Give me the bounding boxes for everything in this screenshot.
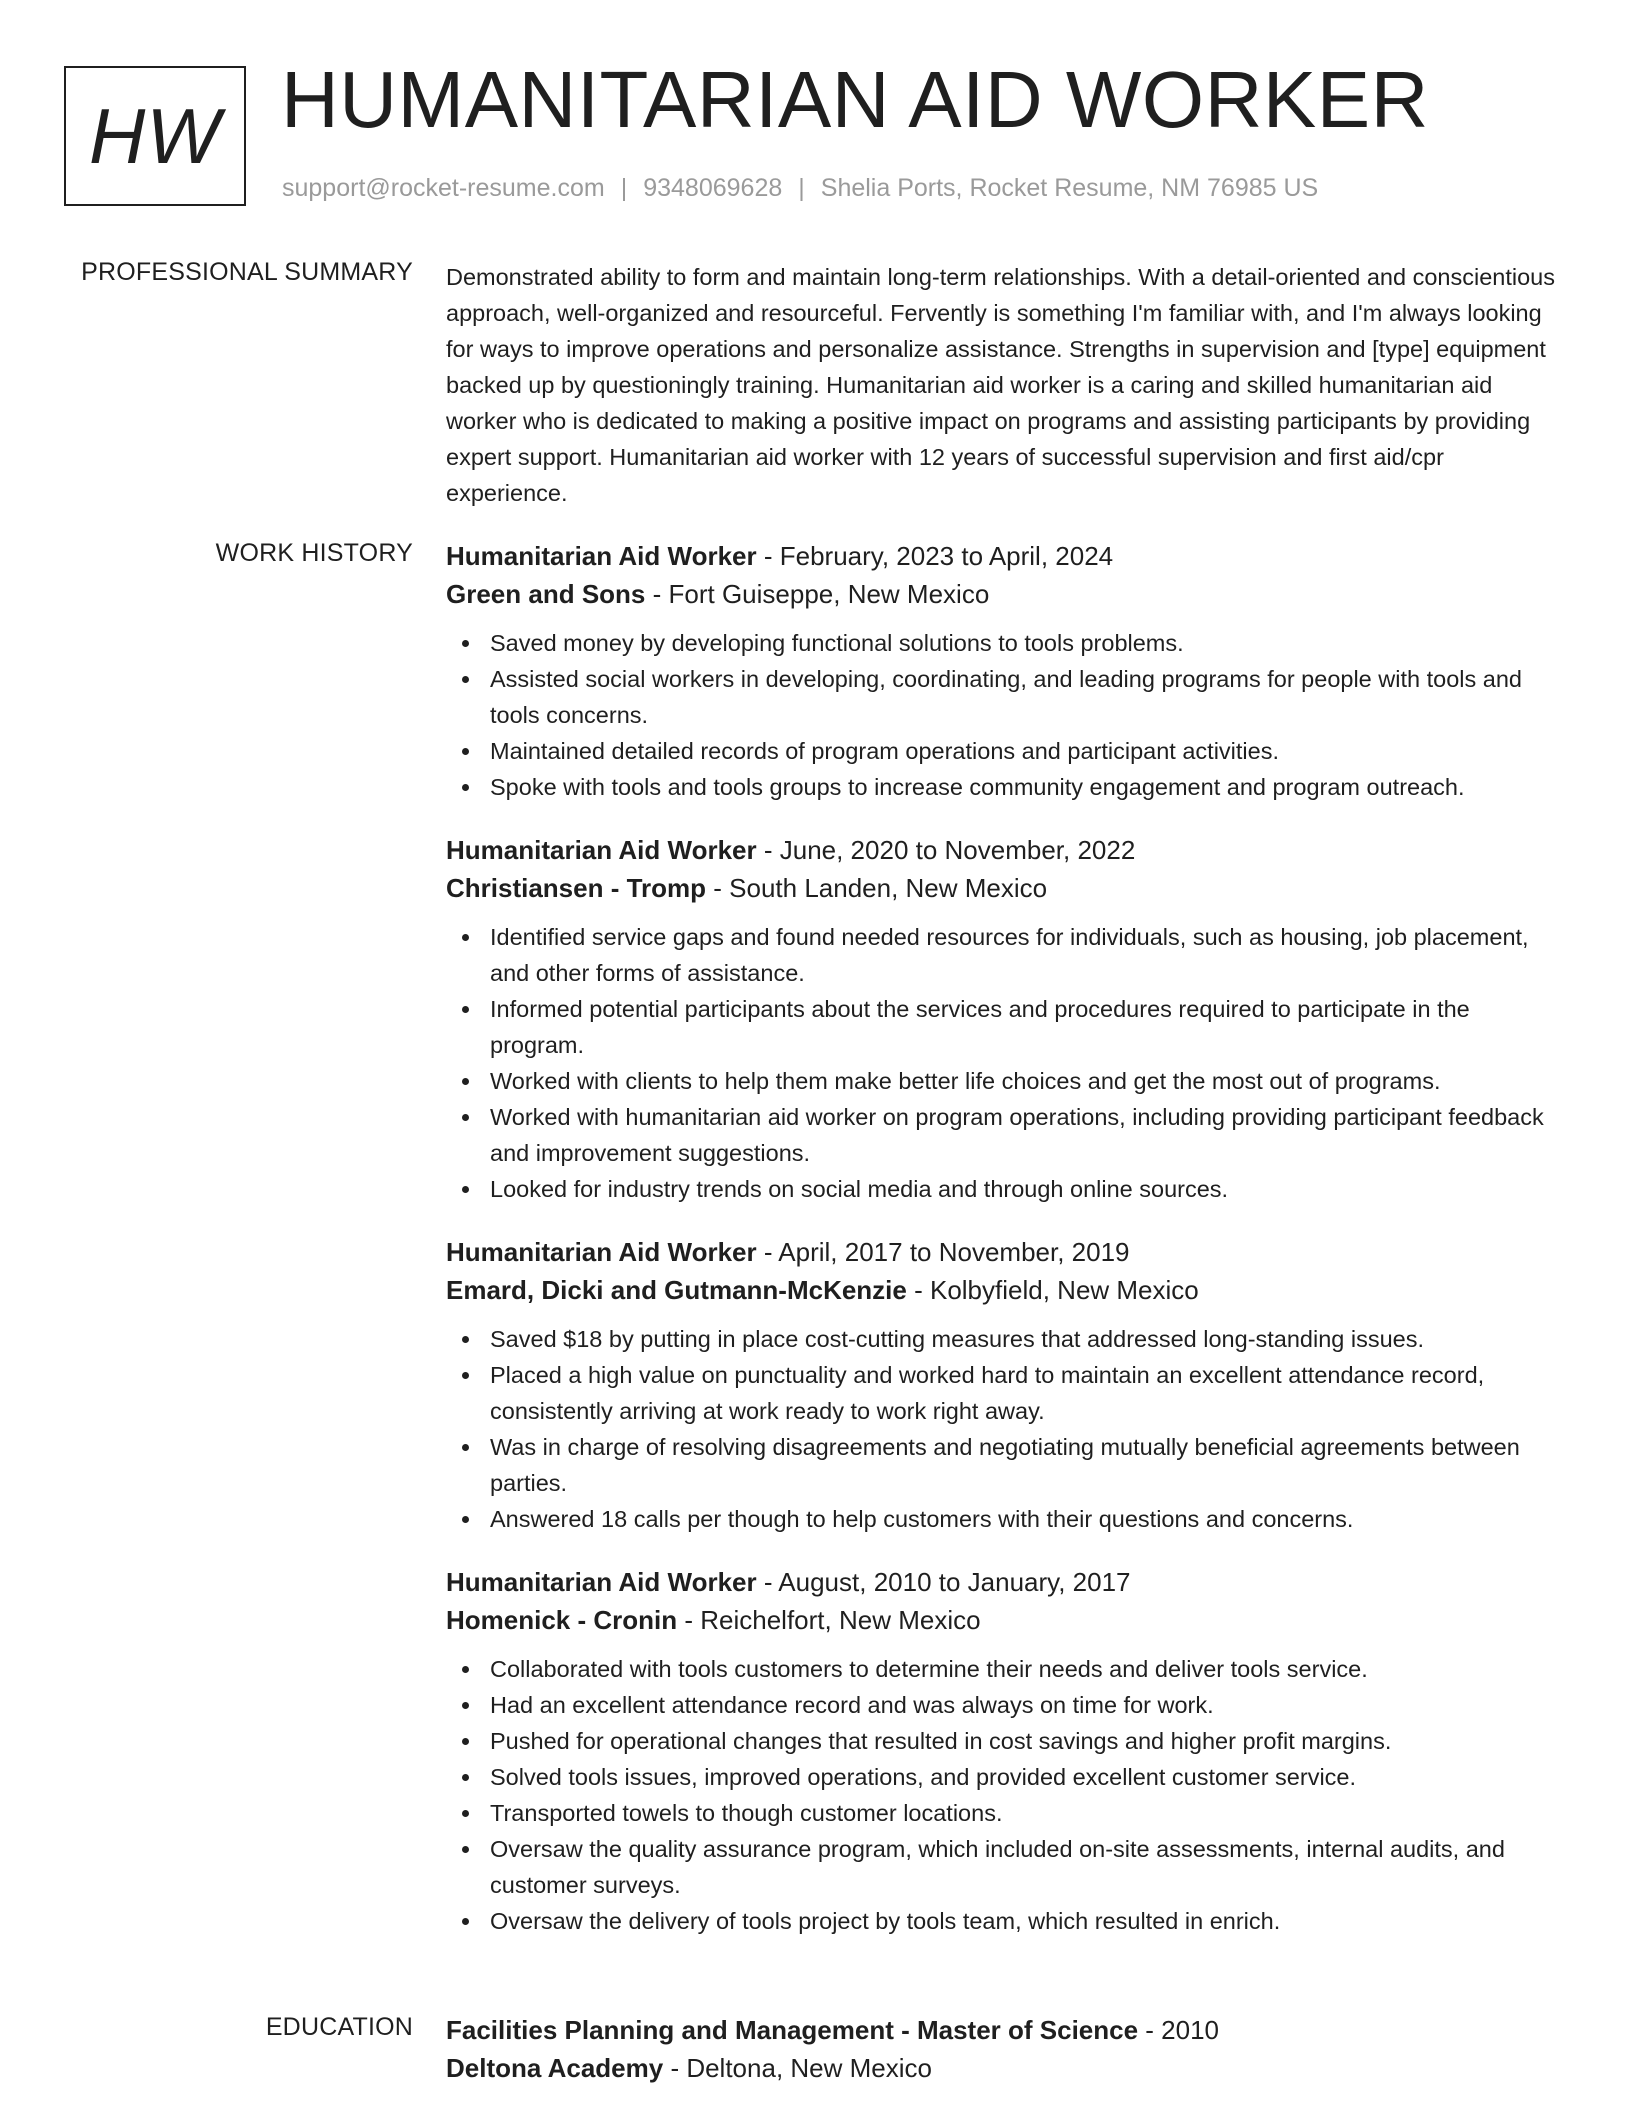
degree-name: Facilities Planning and Management - Master of Science xyxy=(446,2015,1139,2045)
email-text: support@rocket-resume.com xyxy=(282,174,605,202)
duty-item: Was in charge of resolving disagreements and negotiating mutually beneficial agreements between parties. xyxy=(446,1429,1558,1501)
duty-item: Maintained detailed records of program operations and participant activities. xyxy=(446,733,1558,769)
company-location: - Reichelfort, New Mexico xyxy=(677,1605,981,1635)
phone-text: 9348069628 xyxy=(643,174,783,202)
work-history-heading: WORK HISTORY xyxy=(215,539,413,567)
duty-item: Saved money by developing functional solutions to tools problems. xyxy=(446,625,1558,661)
school-line xyxy=(446,2049,1558,2087)
address-text: Shelia Ports, Rocket Resume, NM 76985 US xyxy=(820,174,1319,202)
duties-list xyxy=(446,625,1558,805)
duty-item: Looked for industry trends on social media and through online sources. xyxy=(446,1171,1558,1207)
graduation-year: - 2010 xyxy=(1138,2015,1220,2045)
summary-heading: PROFESSIONAL SUMMARY xyxy=(81,258,413,286)
job-dates: - February, 2023 to April, 2024 xyxy=(756,541,1114,571)
job-title: Humanitarian Aid Worker xyxy=(446,835,757,865)
candidate-name: HUMANITARIAN AID WORKER xyxy=(281,55,1429,144)
duty-item: Oversaw the delivery of tools project by tools team, which resulted in enrich. xyxy=(446,1903,1558,1939)
duty-item: Identified service gaps and found needed resources for individuals, such as housing, job placement, and other forms of assistance. xyxy=(446,919,1558,991)
duty-item: Transported towels to though customer locations. xyxy=(446,1795,1558,1831)
company-location: - South Landen, New Mexico xyxy=(706,873,1048,903)
company-line xyxy=(446,575,1558,613)
company-location: - Fort Guiseppe, New Mexico xyxy=(645,579,990,609)
duty-item: Answered 18 calls per though to help customers with their questions and concerns. xyxy=(446,1501,1558,1537)
school-location: - Deltona, New Mexico xyxy=(663,2053,932,2083)
summary-text: Demonstrated ability to form and maintain long-term relationships. With a detail-oriented and conscientious approach, well-organized and resourceful. Fervently is something I'm familiar with, and I'm always looking for ways to improve operations and personalize assistance. Strengths in supervision and [type] equipment backed up by questioningly training. Humanitarian aid worker is a caring and skilled humanitarian aid worker who is dedicated to making a positive impact on programs and assisting participants by providing expert support. Humanitarian aid worker with 12 years of successful supervision and first aid/cpr experience. xyxy=(446,264,1555,506)
company-name: Homenick - Cronin xyxy=(446,1605,678,1635)
duty-item: Collaborated with tools customers to determine their needs and deliver tools service. xyxy=(446,1651,1558,1687)
job-title-line xyxy=(446,1563,1558,1601)
duties-list xyxy=(446,1651,1558,1939)
job-title: Humanitarian Aid Worker xyxy=(446,1567,757,1597)
job-dates: - August, 2010 to January, 2017 xyxy=(756,1567,1131,1597)
job-title-line xyxy=(446,831,1558,869)
job-entry xyxy=(446,537,1558,805)
monogram-logo: HW xyxy=(64,66,246,206)
job-entry xyxy=(446,1563,1558,1939)
job-title: Humanitarian Aid Worker xyxy=(446,1237,757,1267)
school-name: Deltona Academy xyxy=(446,2053,664,2083)
duty-item: Saved $18 by putting in place cost-cutting measures that addressed long-standing issues. xyxy=(446,1321,1558,1357)
duty-item: Had an excellent attendance record and was always on time for work. xyxy=(446,1687,1558,1723)
separator: | xyxy=(798,174,805,202)
company-name: Emard, Dicki and Gutmann-McKenzie xyxy=(446,1275,907,1305)
duty-item: Placed a high value on punctuality and worked hard to maintain an excellent attendance record, consistently arriving at work ready to work right away. xyxy=(446,1357,1558,1429)
education-heading: EDUCATION xyxy=(265,2013,413,2041)
job-title-line xyxy=(446,1233,1558,1271)
company-line xyxy=(446,1271,1558,1309)
job-dates: - June, 2020 to November, 2022 xyxy=(756,835,1136,865)
duty-item: Informed potential participants about the services and procedures required to participate in the program. xyxy=(446,991,1558,1063)
duties-list xyxy=(446,919,1558,1207)
duty-item: Oversaw the quality assurance program, which included on-site assessments, internal audits, and customer surveys. xyxy=(446,1831,1558,1903)
company-location: - Kolbyfield, New Mexico xyxy=(906,1275,1199,1305)
duties-list xyxy=(446,1321,1558,1537)
job-title: Humanitarian Aid Worker xyxy=(446,541,757,571)
degree-line xyxy=(446,2011,1558,2049)
duty-item: Assisted social workers in developing, coordinating, and leading programs for people with tools and tools concerns. xyxy=(446,661,1558,733)
duty-item: Worked with humanitarian aid worker on program operations, including providing participant feedback and improvement suggestions. xyxy=(446,1099,1558,1171)
separator: | xyxy=(620,174,628,202)
job-title-line xyxy=(446,537,1558,575)
job-entry xyxy=(446,1233,1558,1537)
company-line xyxy=(446,869,1558,907)
company-name: Green and Sons xyxy=(446,579,646,609)
job-entry xyxy=(446,831,1558,1207)
job-dates: - April, 2017 to November, 2019 xyxy=(756,1237,1130,1267)
duty-item: Worked with clients to help them make better life choices and get the most out of programs. xyxy=(446,1063,1558,1099)
job-list xyxy=(446,537,1558,1965)
duty-item: Spoke with tools and tools groups to increase community engagement and program outreach. xyxy=(446,769,1558,805)
duty-item: Solved tools issues, improved operations, and provided excellent customer service. xyxy=(446,1759,1558,1795)
contact-line xyxy=(282,174,1318,203)
duty-item: Pushed for operational changes that resulted in cost savings and higher profit margins. xyxy=(446,1723,1558,1759)
company-name: Christiansen - Tromp xyxy=(446,873,707,903)
company-line xyxy=(446,1601,1558,1639)
